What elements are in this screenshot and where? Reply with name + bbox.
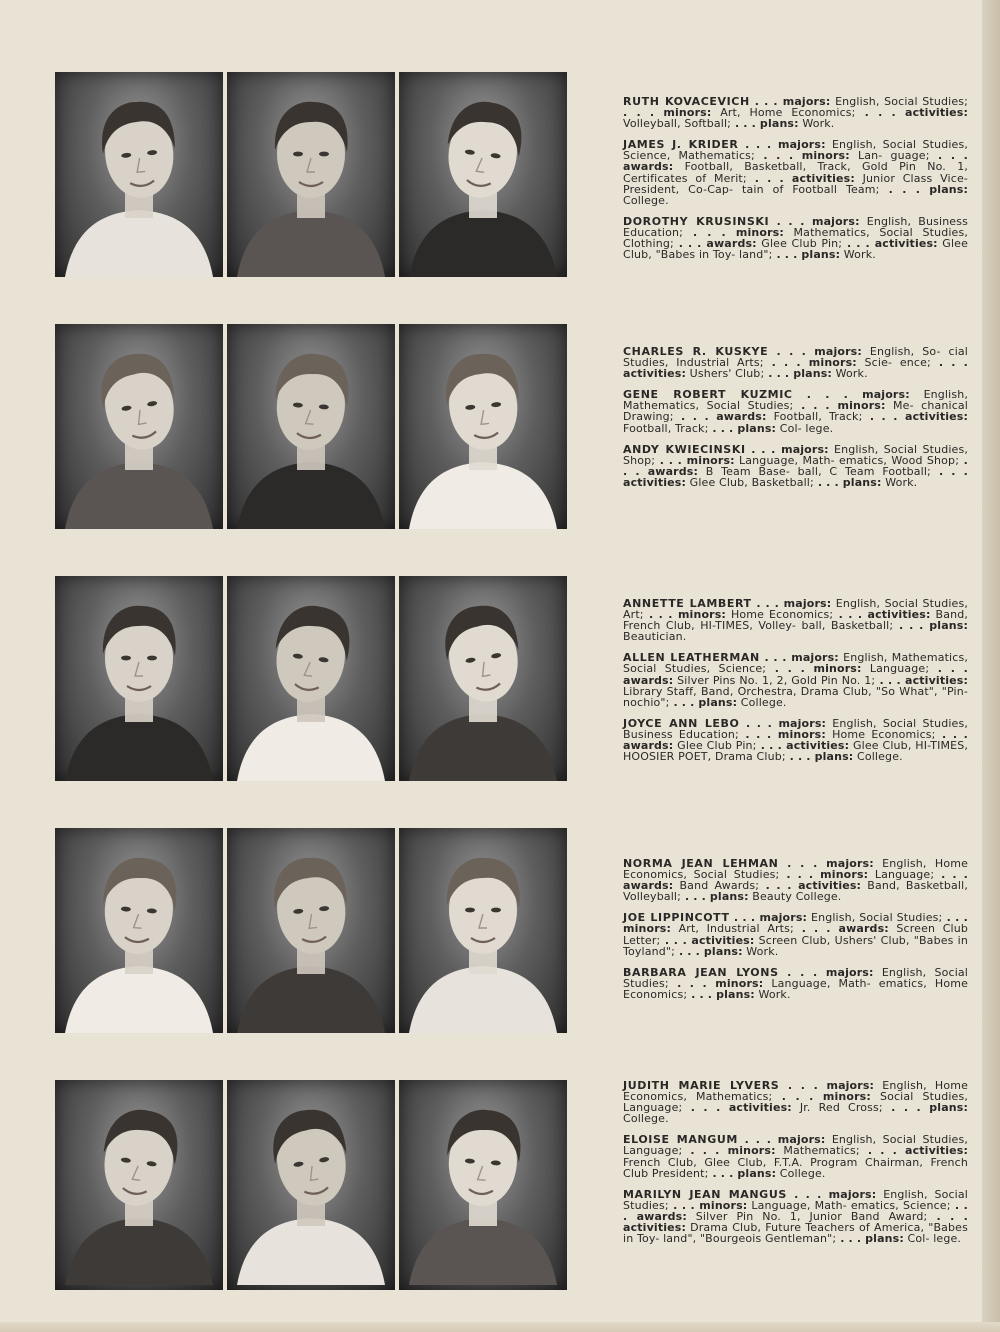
awards-label: awards:	[623, 160, 674, 174]
minors-label: minors:	[837, 399, 886, 413]
separator: . . .	[927, 1209, 968, 1223]
student-bios	[623, 598, 968, 772]
minors-value: Language, Math- ematics, Science;	[751, 1198, 951, 1212]
awards-value: Football, Track;	[773, 410, 863, 424]
separator: . . .	[836, 1232, 866, 1246]
student-portrait	[399, 576, 567, 781]
activities-label: activities:	[867, 608, 931, 622]
plans-value: Work.	[758, 987, 791, 1001]
plans-value: Work.	[843, 248, 876, 262]
awards-value: Glee Club Pin;	[761, 237, 843, 251]
minors-label: minors:	[801, 149, 850, 163]
separator: . . .	[768, 345, 815, 358]
awards-value: Silver Pins No. 1, 2, Gold Pin No. 1;	[677, 673, 876, 687]
plans-label: plans:	[698, 695, 738, 709]
student-group	[55, 576, 969, 781]
student-entry	[623, 718, 968, 762]
activities-value: Glee Club, HI-TIMES, HOOSIER POET, Drama Club;	[623, 739, 968, 764]
majors-value: English, Social Studies;	[835, 95, 969, 108]
activities-value: Screen Club, Ushers' Club, "Babes in Toyland";	[623, 933, 969, 958]
student-bios	[623, 1080, 968, 1254]
minors-label: minors:	[715, 976, 764, 990]
minors-label: minors:	[623, 922, 672, 936]
student-bios	[623, 96, 968, 270]
student-portrait	[55, 1080, 223, 1290]
majors-label: majors:	[783, 597, 832, 610]
student-entry	[623, 912, 968, 956]
minors-label: minors:	[663, 106, 712, 120]
awards-value: Glee Club Pin;	[677, 739, 757, 753]
separator: . . .	[772, 248, 802, 262]
plans-label: plans:	[801, 248, 841, 262]
separator: . . .	[643, 608, 678, 622]
student-portrait	[55, 828, 223, 1033]
minors-value: Lan- guage;	[857, 149, 930, 163]
student-portrait	[227, 828, 395, 1033]
student-name: CHARLES R. KUSKYE	[623, 345, 769, 358]
awards-label: awards:	[623, 879, 674, 893]
activities-value: Volleyball, Softball;	[623, 117, 732, 131]
separator: . . .	[786, 1187, 829, 1201]
separator: . . .	[934, 868, 968, 882]
awards-value: Band Awards;	[679, 879, 760, 893]
minors-label: minors:	[813, 662, 862, 676]
separator: . . .	[708, 421, 738, 435]
separator: . . .	[754, 149, 802, 163]
student-entry	[623, 1189, 968, 1244]
plans-value: College.	[779, 1166, 826, 1180]
separator: . . .	[729, 911, 760, 925]
majors-value: English, Social Studies;	[623, 1187, 968, 1212]
student-bios	[623, 346, 968, 498]
minors-label: minors:	[820, 868, 869, 882]
separator: . . .	[759, 651, 792, 665]
minors-value: Art, Industrial Arts;	[678, 922, 794, 936]
student-group	[55, 828, 969, 1033]
separator: . . .	[623, 453, 969, 478]
separator: . . .	[739, 716, 779, 730]
separator: . . .	[738, 727, 778, 741]
separator: . . .	[674, 944, 704, 958]
plans-value: College.	[857, 750, 903, 764]
student-name: ANNETTE LAMBERT	[623, 597, 752, 610]
minors-value: Home Economics;	[832, 727, 936, 741]
activities-value: Drama Club, Future Teachers of America, "Babes in Toy- land", "Bourgeois Gentleman";	[623, 1221, 968, 1246]
plans-label: plans:	[709, 890, 749, 904]
separator: . . .	[708, 1166, 738, 1180]
student-name: ALLEN LEATHERMAN	[623, 651, 760, 665]
student-entry	[623, 346, 968, 379]
separator: . . .	[668, 1198, 700, 1212]
majors-label: majors:	[814, 345, 862, 358]
student-name: ANDY KWIECINSKI	[623, 442, 746, 456]
separator: . . .	[738, 138, 778, 152]
separator: . . .	[673, 410, 717, 424]
minors-value: Language;	[869, 662, 930, 676]
separator: . . .	[935, 727, 968, 741]
separator: . . .	[793, 399, 838, 413]
separator: . . .	[669, 695, 699, 709]
majors-label: majors:	[778, 716, 827, 730]
separator: . . .	[769, 214, 812, 228]
plans-value: Beautician.	[623, 630, 687, 644]
activities-label: activities:	[798, 879, 862, 893]
separator: . . .	[785, 750, 815, 764]
plans-label: plans:	[793, 367, 832, 381]
student-name: ELOISE MANGUM	[623, 1133, 738, 1147]
activities-value: Band, Basketball, Volleyball;	[623, 879, 968, 904]
student-name: JAMES J. KRIDER	[623, 138, 739, 152]
minors-label: minors:	[677, 608, 726, 622]
separator: . . .	[673, 237, 707, 251]
student-name: BARBARA JEAN LYONS	[623, 965, 779, 979]
activities-label: activities:	[623, 475, 686, 489]
minors-label: minors:	[777, 727, 826, 741]
majors-label: majors:	[811, 214, 860, 228]
activities-label: activities:	[905, 410, 968, 424]
student-entry	[623, 858, 968, 902]
separator: . . .	[756, 739, 787, 753]
student-portrait	[55, 72, 223, 277]
activities-label: activities:	[623, 367, 686, 381]
plans-label: plans:	[737, 421, 777, 435]
plans-label: plans:	[814, 750, 854, 764]
activities-label: activities:	[623, 1221, 686, 1235]
activities-value: Glee Club, Basketball;	[689, 475, 814, 489]
student-portrait	[399, 828, 567, 1033]
student-name: NORMA JEAN LEHMAN	[623, 857, 779, 870]
separator: . . .	[929, 662, 968, 676]
separator: . . .	[682, 1144, 728, 1158]
activities-value: Glee Club, "Babes in Toy- land";	[623, 237, 968, 262]
minors-value: Mathematics;	[783, 1144, 860, 1158]
majors-label: majors:	[826, 857, 874, 870]
majors-value: English, Business Education;	[623, 214, 968, 239]
majors-value: English, Home Economics, Social Studies;	[623, 857, 968, 882]
plans-label: plans:	[737, 1166, 777, 1180]
awards-label: awards:	[716, 410, 767, 424]
awards-label: awards:	[623, 739, 674, 753]
plans-value: Work.	[746, 944, 779, 958]
majors-value: English, Social Studies, Science, Mathematics;	[623, 138, 968, 163]
student-name: JOYCE ANN LEBO	[623, 716, 740, 730]
awards-value: Football, Basketball, Track, Gold Pin No. 1, Certificates of Merit;	[623, 160, 968, 185]
separator: . . .	[859, 1144, 905, 1158]
student-entry	[623, 216, 968, 260]
student-entry	[623, 444, 968, 488]
majors-label: majors:	[778, 138, 826, 152]
minors-label: minors:	[699, 1198, 748, 1212]
majors-value: English, Mathematics, Social Studies, Science;	[623, 651, 968, 676]
plans-label: plans:	[929, 182, 968, 196]
awards-value: Screen Club Letter;	[623, 922, 968, 947]
separator: . . .	[855, 106, 905, 120]
minors-label: minors:	[686, 453, 735, 467]
majors-label: majors:	[759, 911, 808, 925]
student-entry	[623, 1134, 968, 1178]
separator: . . .	[793, 922, 839, 936]
student-name: GENE ROBERT KUZMIC	[623, 388, 793, 402]
separator: . . .	[792, 388, 863, 402]
separator: . . .	[813, 475, 843, 489]
student-group	[55, 1079, 969, 1290]
separator: . . .	[660, 933, 692, 947]
student-entry	[623, 96, 968, 129]
student-portrait	[227, 1080, 395, 1290]
minors-value: Social Studies, Language;	[623, 1090, 968, 1115]
activities-value: French Club, Glee Club, F.T.A. Program Chairman, French Club President;	[623, 1155, 968, 1180]
activities-label: activities:	[691, 933, 755, 947]
minors-value: Language;	[874, 868, 935, 882]
activities-label: activities:	[905, 1144, 968, 1158]
activities-label: activities:	[905, 673, 969, 687]
plans-label: plans:	[759, 117, 799, 131]
separator: . . .	[668, 976, 716, 990]
majors-label: majors:	[781, 442, 829, 456]
plans-value: College.	[623, 1112, 669, 1126]
separator: . . .	[930, 356, 968, 370]
plans-value: College.	[623, 193, 669, 207]
plans-label: plans:	[865, 1232, 904, 1246]
separator: . . .	[930, 464, 968, 478]
separator: . . .	[942, 911, 968, 925]
majors-value: English, Social Studies;	[623, 965, 969, 990]
minors-label: minors:	[808, 356, 857, 370]
majors-value: English, Social Studies, Art;	[623, 597, 969, 622]
page-edge-bottom	[0, 1322, 1000, 1332]
separator: . . .	[772, 1090, 823, 1104]
student-portrait	[227, 576, 395, 781]
plans-value: Col- lege.	[907, 1232, 962, 1246]
plans-value: Work.	[835, 367, 868, 381]
awards-label: awards:	[706, 237, 757, 251]
plans-value: Work.	[802, 117, 835, 131]
separator: . . .	[882, 1101, 930, 1115]
plans-value: Beauty College.	[752, 890, 842, 904]
plans-label: plans:	[716, 987, 755, 1001]
activities-label: activities:	[791, 171, 855, 185]
separator: . . .	[862, 410, 905, 424]
minors-value: Art, Home Economics;	[720, 106, 856, 120]
separator: . . .	[929, 149, 968, 163]
plans-value: Work.	[885, 475, 918, 489]
student-entry	[623, 389, 968, 433]
student-name: DOROTHY KRUSINSKI	[623, 214, 770, 228]
separator: . . .	[680, 890, 710, 904]
separator: . . .	[759, 879, 799, 893]
student-portrait	[399, 72, 567, 277]
minors-value: Language, Math- ematics, Home Economics;	[623, 976, 969, 1001]
separator: . . .	[875, 673, 906, 687]
majors-value: English, So- cial Studies, Industrial Arts;	[623, 345, 969, 370]
majors-value: English, Social Studies, Shop;	[623, 442, 968, 467]
student-portrait	[399, 1080, 567, 1290]
student-portrait	[55, 324, 223, 529]
separator: . . .	[749, 95, 783, 108]
plans-label: plans:	[929, 1101, 969, 1115]
separator: . . .	[751, 597, 784, 610]
majors-label: majors:	[791, 651, 839, 665]
student-name: JUDITH MARIE LYVERS	[623, 1079, 780, 1092]
separator: . . .	[879, 182, 930, 196]
student-entry	[623, 967, 968, 1000]
awards-label: awards:	[647, 464, 699, 478]
separator: . . .	[682, 225, 736, 239]
activities-value: Junior Class Vice-President, Co-Cap- tain of Football Team;	[623, 171, 968, 196]
student-entry	[623, 652, 968, 707]
activities-label: activities:	[786, 739, 850, 753]
separator: . . .	[766, 662, 814, 676]
student-portrait	[227, 324, 395, 529]
separator: . . .	[764, 367, 794, 381]
majors-label: majors:	[825, 965, 874, 979]
activities-value: Band, French Club, HI-TIMES, Volley- ball, Basketball;	[623, 608, 969, 633]
separator: . . .	[842, 237, 875, 251]
separator: . . .	[779, 1079, 827, 1092]
separator: . . .	[623, 106, 664, 120]
separator: . . .	[745, 442, 782, 456]
majors-label: majors:	[862, 388, 910, 402]
student-portrait	[55, 576, 223, 781]
activities-label: activities:	[905, 106, 968, 120]
separator: . . .	[778, 965, 826, 979]
student-group	[55, 324, 969, 529]
student-bios	[623, 858, 968, 1010]
majors-value: English, Social Studies, Language;	[623, 1133, 968, 1158]
awards-value: B Team Base- ball, C Team Football;	[705, 464, 931, 478]
separator: . . .	[779, 868, 821, 882]
student-portrait	[227, 72, 395, 277]
majors-label: majors:	[777, 1133, 826, 1147]
majors-value: English, Social Studies;	[810, 911, 943, 925]
plans-value: College.	[740, 695, 787, 709]
student-name: RUTH KOVACEVICH	[623, 95, 750, 108]
awards-label: awards:	[838, 922, 889, 936]
student-group	[55, 72, 969, 277]
minors-value: Me- chanical Drawing;	[623, 399, 969, 424]
plans-label: plans:	[842, 475, 882, 489]
minors-label: minors:	[735, 225, 784, 239]
separator: . . .	[682, 1101, 729, 1115]
minors-value: Mathematics, Social Studies, Clothing;	[623, 225, 968, 251]
awards-label: awards:	[636, 1209, 687, 1223]
separator: . . .	[778, 857, 827, 870]
activities-value: Library Staff, Band, Orchestra, Drama Club, "So What", "Pin- nochio";	[623, 684, 968, 709]
separator: . . .	[763, 356, 809, 370]
student-entry	[623, 139, 968, 206]
awards-value: Silver Pin No. 1, Junior Band Award;	[695, 1209, 928, 1223]
student-entry	[623, 598, 968, 642]
minors-label: minors:	[822, 1090, 871, 1104]
separator: . . .	[655, 453, 687, 467]
page-edge	[982, 0, 1000, 1332]
plans-label: plans:	[929, 619, 968, 633]
separator: . . .	[833, 608, 868, 622]
separator: . . .	[746, 171, 792, 185]
majors-label: majors:	[828, 1187, 877, 1201]
majors-value: English, Mathematics, Social Studies;	[623, 388, 968, 413]
activities-value: Football, Track;	[623, 421, 709, 435]
separator: . . .	[893, 619, 930, 633]
separator: . . .	[623, 1198, 968, 1223]
activities-value: Ushers' Club;	[689, 367, 765, 381]
activities-label: activities:	[874, 237, 938, 251]
minors-value: Home Economics;	[730, 608, 834, 622]
student-portrait	[399, 324, 567, 529]
majors-value: English, Home Economics, Mathematics;	[623, 1079, 968, 1104]
student-name: JOE LIPPINCOTT	[623, 911, 730, 925]
minors-label: minors:	[727, 1144, 776, 1158]
separator: . . .	[687, 987, 717, 1001]
plans-label: plans:	[703, 944, 743, 958]
student-name: MARILYN JEAN MANGUS	[623, 1187, 787, 1201]
minors-value: Scie- ence;	[864, 356, 931, 370]
activities-label: activities:	[728, 1101, 792, 1115]
majors-value: English, Social Studies, Business Education;	[623, 716, 968, 741]
plans-value: Col- lege.	[779, 421, 834, 435]
majors-label: majors:	[826, 1079, 875, 1092]
awards-label: awards:	[623, 673, 674, 687]
separator: . . .	[731, 117, 760, 131]
activities-value: Jr. Red Cross;	[799, 1101, 883, 1115]
separator: . . .	[737, 1133, 778, 1147]
minors-value: Language, Math- ematics, Wood Shop;	[739, 453, 960, 467]
student-entry	[623, 1080, 968, 1124]
majors-label: majors:	[782, 95, 831, 108]
